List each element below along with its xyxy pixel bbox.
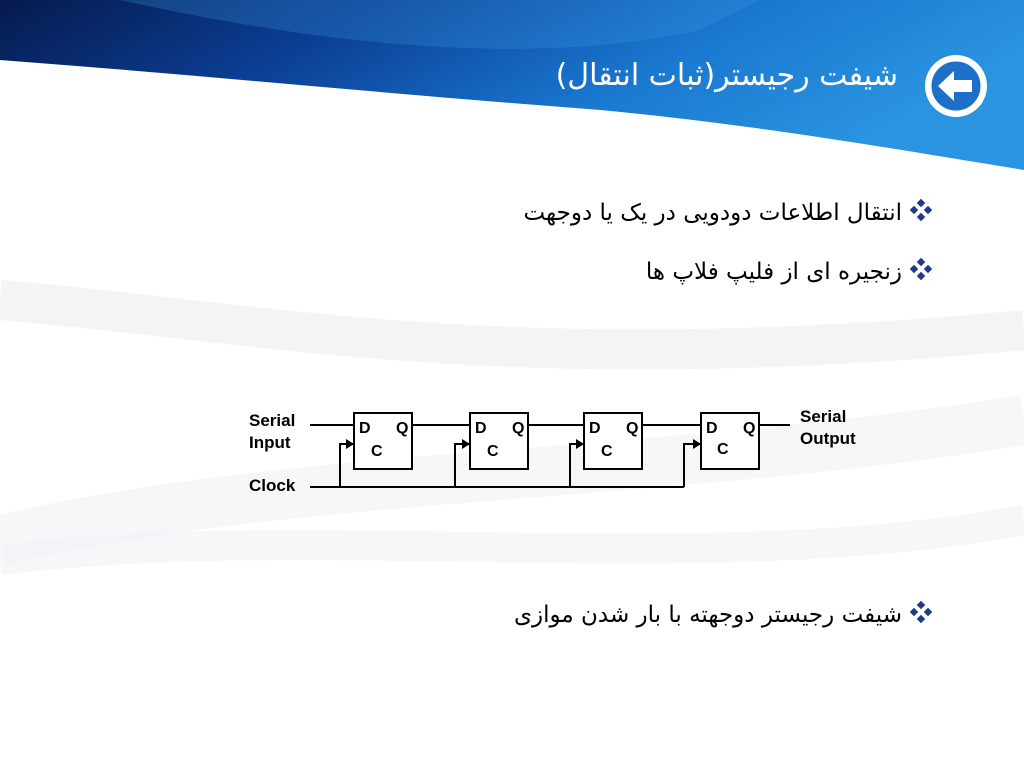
- ff2-q-pin: Q: [512, 420, 525, 437]
- clock-arrow-4: [693, 439, 701, 449]
- ff3-q-pin: Q: [626, 420, 639, 437]
- ff3-d-pin: D: [589, 420, 601, 437]
- ff2-c-pin: C: [487, 443, 499, 460]
- ff4-q-pin: Q: [743, 420, 756, 437]
- ff4-d-pin: D: [706, 420, 718, 437]
- ff4-c-pin: C: [717, 441, 729, 458]
- slide-title: شیفت رجیستر(ثبات انتقال): [555, 58, 898, 93]
- clock-branch-3: [570, 444, 584, 487]
- clock-branch-2: [455, 444, 470, 487]
- bullet-text: زنجیره ای از فلیپ فلاپ ها: [645, 259, 902, 285]
- ff1-q-pin: Q: [396, 420, 409, 437]
- ff1-d-pin: D: [359, 420, 371, 437]
- clock-label: Clock: [249, 476, 296, 495]
- clock-arrow-1: [346, 439, 354, 449]
- bullet-text: شیفت رجیستر دوجهته با بار شدن موازی: [513, 602, 902, 628]
- serial-output-label-line2: Output: [800, 429, 856, 448]
- clock-branch-4: [684, 444, 701, 487]
- ff2-d-pin: D: [475, 420, 487, 437]
- ff1-c-pin: C: [371, 443, 383, 460]
- clock-branch-1: [340, 444, 354, 487]
- serial-input-label-line1: Serial: [249, 411, 296, 430]
- clock-arrow-3: [576, 439, 584, 449]
- serial-input-label-line2: Input: [249, 433, 291, 452]
- ff3-c-pin: C: [601, 443, 613, 460]
- serial-output-label-line1: Serial: [800, 407, 847, 426]
- clock-arrow-2: [462, 439, 470, 449]
- bullet-text: انتقال اطلاعات دودویی در یک یا دوجهت: [523, 200, 902, 226]
